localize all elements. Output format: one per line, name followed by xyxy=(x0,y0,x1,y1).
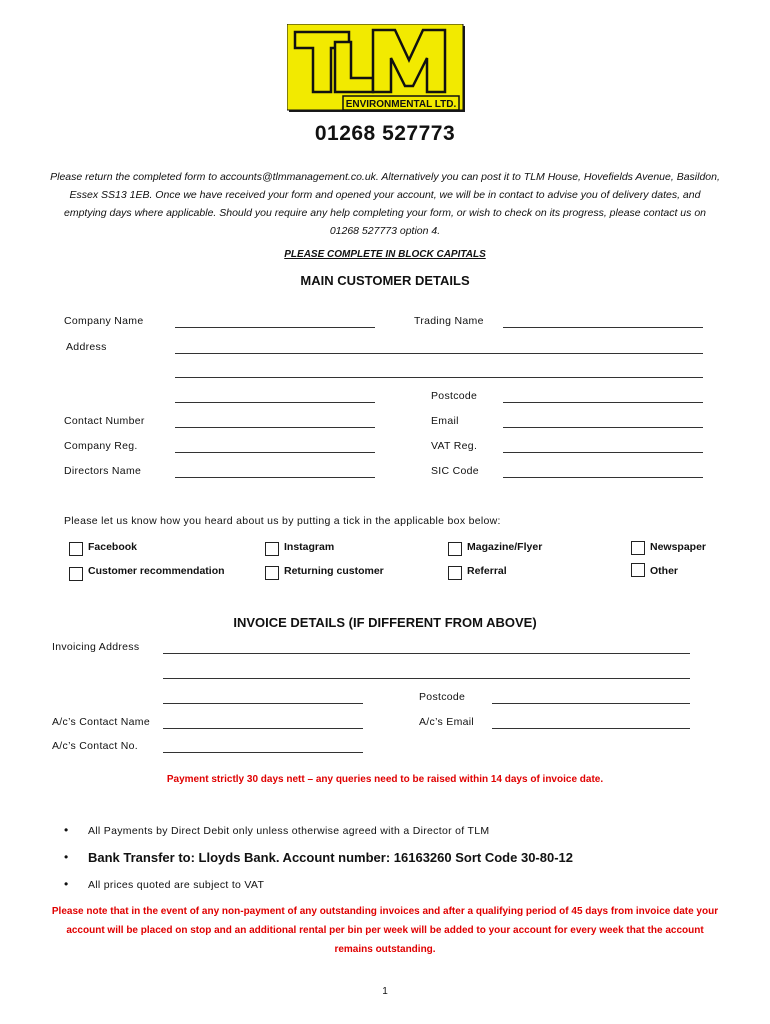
invoice-postcode-label: Postcode xyxy=(419,691,466,703)
newspaper-checkbox[interactable] xyxy=(631,541,645,555)
postcode-label: Postcode xyxy=(431,390,478,402)
invoicing-address-line-1[interactable] xyxy=(163,653,690,654)
contact-number-label: Contact Number xyxy=(64,415,145,427)
bullet-bank-transfer: Bank Transfer to: Lloyds Bank. Account number: 16163260 Sort Code 30-80-12 xyxy=(88,850,573,865)
referral-checkbox[interactable] xyxy=(448,566,462,580)
facebook-checkbox[interactable] xyxy=(69,542,83,556)
vat-reg-field[interactable] xyxy=(503,452,703,453)
non-payment-note: Please note that in the event of any non-payment of any outstanding invoices and after a qualifying period of 45 days from invoice date your account will be placed on stop and an additional rental per bin per week will be added to your account for every week that the account remains outstanding. xyxy=(51,906,719,955)
heard-about-prompt: Please let us know how you heard about us by putting a tick in the applicable box below: xyxy=(64,515,501,527)
sic-code-label: SIC Code xyxy=(431,465,479,477)
company-name-label: Company Name xyxy=(64,315,144,327)
invoice-details-heading: INVOICE DETAILS (IF DIFFERENT FROM ABOVE) xyxy=(233,615,537,630)
address-label: Address xyxy=(66,341,107,353)
invoice-postcode-field[interactable] xyxy=(492,703,690,704)
other-label: Other xyxy=(650,565,679,577)
contact-number-field[interactable] xyxy=(175,427,375,428)
ac-contact-no-label: A/c’s Contact No. xyxy=(52,740,139,752)
returning-customer-checkbox[interactable] xyxy=(265,566,279,580)
page-number: 1 xyxy=(382,986,388,997)
directors-name-label: Directors Name xyxy=(64,465,142,477)
ac-contact-name-label: A/c’s Contact Name xyxy=(52,716,150,728)
bullet-icon: • xyxy=(64,823,69,837)
ac-email-label: A/c’s Email xyxy=(419,716,475,728)
bullet-icon: • xyxy=(64,877,69,891)
returning-customer-label: Returning customer xyxy=(284,565,384,577)
logo-subtitle: ENVIRONMENTAL LTD. xyxy=(345,99,457,110)
magazine-flyer-label: Magazine/Flyer xyxy=(467,541,543,553)
ac-contact-name-field[interactable] xyxy=(163,728,363,729)
postcode-field[interactable] xyxy=(503,402,703,403)
tlm-logo xyxy=(287,24,469,116)
invoicing-address-line-2[interactable] xyxy=(163,678,690,679)
intro-text: Please return the completed form to accounts@tlmmanagement.co.uk. Alternatively you can post it to TLM House, Hovefields Avenue, Basildon, Essex SS13 1EB. Once we have received your form and opened your account, we will be in contact to advise you of delivery dates, and emptying days where applicable. Should you require any help completing your form, or wish to check on its progress, please contact us on 01268 527773 option 4. xyxy=(50,171,720,237)
bullet-icon: • xyxy=(64,850,69,864)
other-checkbox[interactable] xyxy=(631,563,645,577)
main-details-heading: MAIN CUSTOMER DETAILS xyxy=(300,273,470,288)
phone-number: 01268 527773 xyxy=(314,122,456,145)
customer-recommendation-checkbox[interactable] xyxy=(69,567,83,581)
invoicing-address-line-3[interactable] xyxy=(163,703,363,704)
facebook-label: Facebook xyxy=(88,541,138,553)
address-line-3[interactable] xyxy=(175,402,375,403)
trading-name-label: Trading Name xyxy=(414,315,484,327)
instagram-checkbox[interactable] xyxy=(265,542,279,556)
magazine-flyer-checkbox[interactable] xyxy=(448,542,462,556)
block-capitals-instruction: PLEASE COMPLETE IN BLOCK CAPITALS xyxy=(284,249,486,260)
trading-name-field[interactable] xyxy=(503,327,703,328)
payment-terms: Payment strictly 30 days nett – any queries need to be raised within 14 days of invoice date. xyxy=(166,774,604,785)
customer-recommendation-label: Customer recommendation xyxy=(88,565,225,577)
company-reg-field[interactable] xyxy=(175,452,375,453)
directors-name-field[interactable] xyxy=(175,477,375,478)
company-reg-label: Company Reg. xyxy=(64,440,138,452)
email-field[interactable] xyxy=(503,427,703,428)
sic-code-field[interactable] xyxy=(503,477,703,478)
invoicing-address-label: Invoicing Address xyxy=(52,641,140,653)
company-name-field[interactable] xyxy=(175,327,375,328)
email-label: Email xyxy=(431,415,459,427)
ac-email-field[interactable] xyxy=(492,728,690,729)
address-line-2[interactable] xyxy=(175,377,703,378)
instagram-label: Instagram xyxy=(284,541,335,553)
vat-reg-label: VAT Reg. xyxy=(431,440,478,452)
bullet-vat: All prices quoted are subject to VAT xyxy=(88,879,265,891)
address-line-1[interactable] xyxy=(175,353,703,354)
referral-label: Referral xyxy=(467,565,507,577)
bullet-direct-debit: All Payments by Direct Debit only unless otherwise agreed with a Director of TLM xyxy=(88,825,490,837)
ac-contact-no-field[interactable] xyxy=(163,752,363,753)
newspaper-label: Newspaper xyxy=(650,541,707,553)
